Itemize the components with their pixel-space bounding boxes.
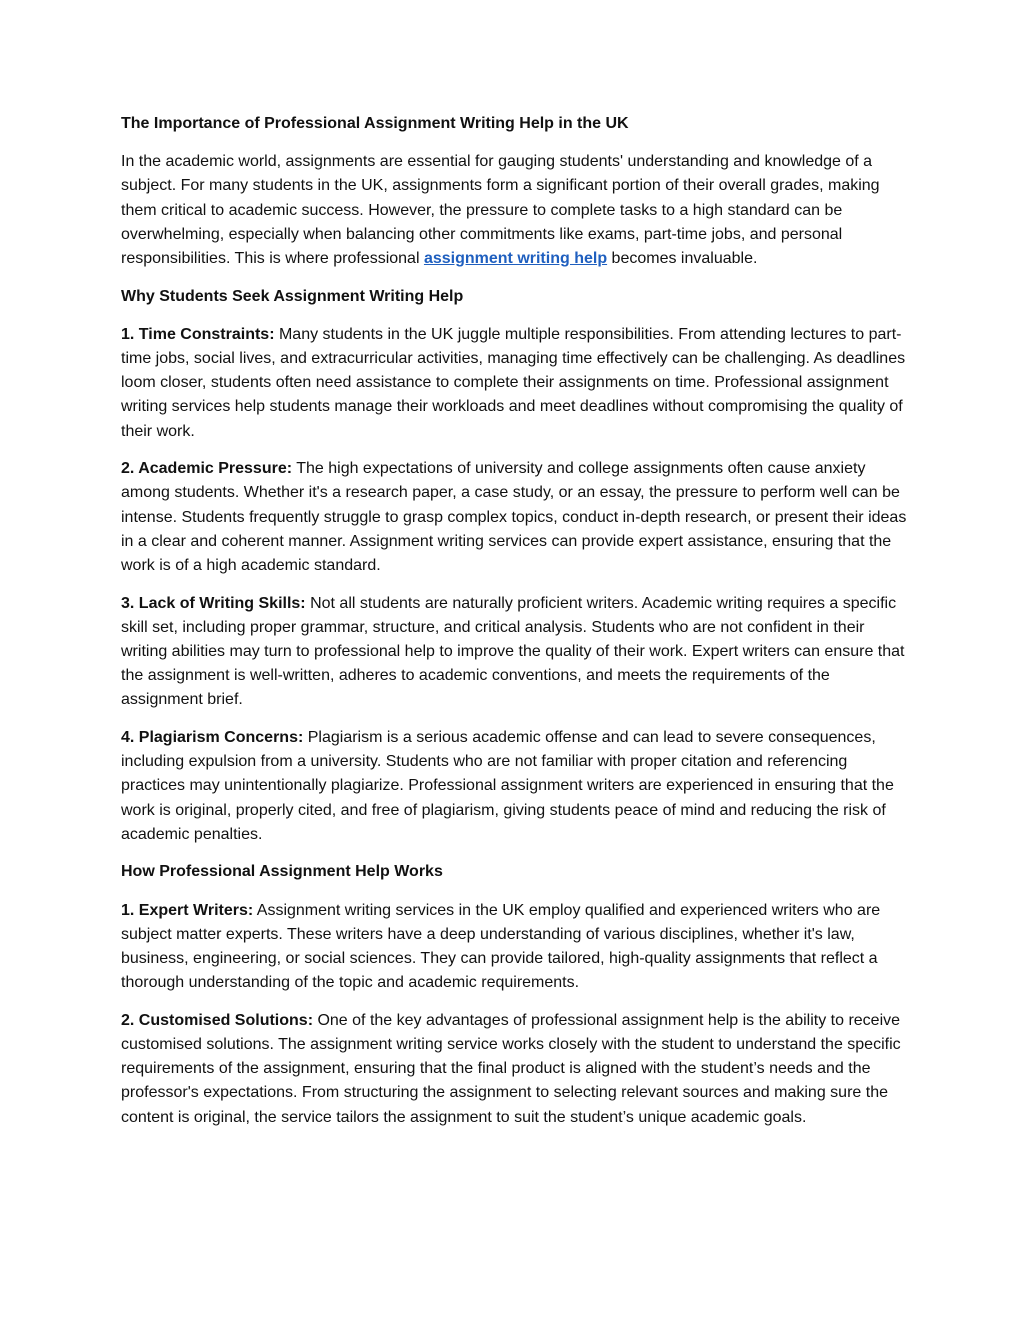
intro-text-before-link: In the academic world, assignments are essential for gauging students' understanding and knowledge of a subject. For many students in the UK, assignments form a significant portion of their overall grades, making them critical to academic success. However, the pressure to complete tasks to a high standard can be overwhelming, especially when balancing other commitments like exams, part-time jobs, and personal responsibilities. This is where professional [121,153,880,268]
assignment-writing-help-link[interactable]: assignment writing help [423,250,608,268]
item-text: The high expectations of university and college assignments often cause anxiety among students. Whether it's a research paper, a case study, or an essay, the pressure to perform well can be intense. Students frequently struggle to grasp complex topics, conduct in-depth research, or present their ideas in a clear and coherent manner. Assignment writing services can provide expert assistance, ensuring that the work is of a high academic standard. [121,460,907,575]
item-term: 3. Lack of Writing Skills: [121,594,306,612]
list-item-plagiarism-concerns [121,726,911,847]
item-text: Plagiarism is a serious academic offense and can lead to severe consequences, including expulsion from a university. Students who are not familiar with proper citation and referencing practices may unintentionally plagiarize. Professional assignment writers are experienced in ensuring that the work is original, properly cited, and free of plagiarism, giving students peace of mind and reducing the risk of academic penalties. [121,729,894,843]
list-item-academic-pressure [121,457,911,578]
list-item-expert-writers [121,899,911,996]
list-item-time-constraints [121,323,911,444]
section-heading-why-students: Why Students Seek Assignment Writing Help [121,287,464,305]
item-term: 4. Plagiarism Concerns: [121,729,304,747]
list-item-writing-skills [121,592,911,713]
section-heading-how-it-works: How Professional Assignment Help Works [121,863,443,881]
item-text: Assignment writing services in the UK employ qualified and experienced writers who are subject matter experts. These writers have a deep understanding of various disciplines, whether it's law, business, engineering, or social sciences. They can provide tailored, high-quality assignments that reflect a thorough understanding of the topic and academic requirements. [121,901,881,992]
item-term: 2. Academic Pressure: [121,460,293,478]
item-text: One of the key advantages of professional assignment help is the ability to receive customised solutions. The assignment writing service works closely with the student to understand the specific requirements of the assignment, ensuring that the final product is aligned with the student’s needs and the professor's expectations. From structuring the assignment to selecting relevant sources and making sure the content is original, the service tailors the assignment to suit the student’s unique academic goals. [121,1011,901,1126]
document-title: The Importance of Professional Assignment Writing Help in the UK [121,115,629,132]
intro-text-after-link: becomes invaluable. [607,250,758,268]
item-text: Not all students are naturally proficient writers. Academic writing requires a specific skill set, including proper grammar, structure, and critical analysis. Students who are not confident in their writing abilities may turn to professional help to improve the quality of their work. Expert writers can ensure that the assignment is well-written, adheres to academic conventions, and meets the requirements of the assignment brief. [121,594,905,709]
item-term: 1. Expert Writers: [121,901,254,919]
document-page [121,112,911,1143]
item-term: 2. Customised Solutions: [121,1011,314,1029]
item-term: 1. Time Constraints: [121,325,275,343]
list-item-customised-solutions [121,1009,911,1130]
item-text: Many students in the UK juggle multiple responsibilities. From attending lectures to part-time jobs, social lives, and extracurricular activities, managing time effectively can be challenging. As deadlines loom closer, students often need assistance to complete their assignments on time. Professional assignment writing services help students manage their workloads and meet deadlines without compromising the quality of their work. [121,325,906,440]
intro-paragraph [121,150,911,271]
